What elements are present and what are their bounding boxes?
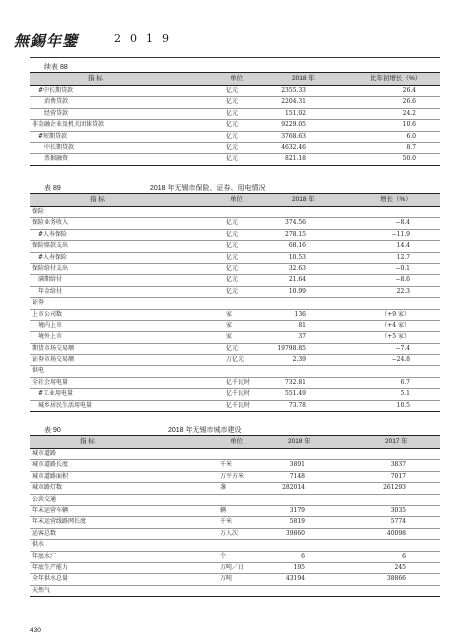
cell-indicator: 天然气 (32, 586, 51, 594)
table-88-body (30, 86, 440, 166)
cell-change: 245 (394, 563, 406, 571)
cell-unit: 亿千瓦时 (226, 378, 251, 386)
table-row (30, 586, 440, 597)
cell-indicator: 中长期贷款 (44, 143, 75, 151)
table-row (30, 378, 440, 389)
cell-unit: 万亿元 (226, 356, 245, 364)
cell-value: 3891 (289, 461, 305, 469)
col-header-indicator: 指 标 (88, 75, 103, 82)
cell-value: 2355.33 (281, 87, 306, 94)
cell-change: 3837 (390, 461, 406, 469)
cell-indicator: 保险给付支出 (32, 264, 69, 272)
cell-unit: 亿元 (226, 276, 239, 284)
cell-change: （+9 家） (381, 310, 410, 318)
table-row (30, 241, 440, 252)
col-header-unit: 单位 (230, 75, 243, 82)
cell-unit: 亿元 (226, 98, 239, 106)
table-row (30, 552, 440, 563)
cell-value: 2204.31 (281, 98, 306, 106)
table-row (30, 389, 440, 400)
table-88 (30, 72, 440, 166)
col-header-year: 2018 年 (292, 75, 315, 82)
cell-indicator: 上市公司数 (32, 310, 63, 318)
table-row (30, 132, 440, 143)
cell-value: 3768.63 (281, 132, 306, 140)
cell-change: 38866 (386, 575, 406, 583)
cell-change: 6.0 (406, 132, 416, 140)
cell-indicator: 供电 (32, 367, 45, 375)
cell-change: 5774 (390, 518, 406, 526)
col-header-unit: 单位 (230, 438, 243, 445)
col-header-indicator: 指 标 (80, 438, 95, 445)
cell-indicator: 证券 (32, 299, 45, 307)
cell-indicator: 年底水厂 (32, 552, 57, 560)
table-row (30, 253, 440, 264)
table-row (30, 574, 440, 585)
table-row (30, 97, 440, 108)
cell-unit: 万吨／日 (220, 563, 245, 571)
cell-unit: 亿千瓦时 (226, 390, 251, 398)
cell-change: 261293 (383, 484, 406, 492)
cell-indicator: 城市道路 (32, 450, 57, 457)
page-header (14, 30, 394, 50)
cell-value: 9229.05 (281, 121, 306, 129)
table-row (30, 472, 440, 483)
cell-indicator: 保险赔款支出 (32, 242, 69, 250)
cell-indicator: 年金给付 (38, 287, 63, 295)
cell-indicator: 票据融资 (44, 155, 69, 163)
cell-unit: 亿元 (226, 219, 239, 227)
cell-indicator: 境外上市 (38, 333, 63, 341)
cell-indicator: 全社会用电量 (32, 378, 69, 386)
table-row (30, 355, 440, 366)
cell-indicator: 境内上市 (38, 321, 63, 329)
cell-change: 6 (402, 552, 406, 560)
cell-unit: 亿元 (226, 344, 239, 352)
cell-value: 68.16 (288, 242, 306, 250)
cell-unit: 亿元 (226, 109, 239, 117)
cell-value: 732.81 (285, 378, 306, 386)
cell-value: 32.63 (288, 264, 306, 272)
page-number: 430 (30, 627, 41, 634)
cell-unit: 亿元 (226, 143, 239, 151)
cell-value: 10.99 (288, 287, 306, 295)
col-header-growth: 比年初增长（%） (370, 75, 422, 82)
cell-unit: 辆 (220, 506, 227, 514)
cell-indicator: 城市路灯数 (32, 484, 63, 492)
table-88-label: 续表 88 (44, 64, 68, 71)
cell-unit: 家 (226, 310, 233, 318)
cell-unit: 亿元 (226, 287, 239, 295)
table-89-caption: 2018 年无锡市保险、证券、用电情况 (150, 185, 266, 192)
cell-indicator: 运客总数 (32, 529, 57, 537)
cell-value: 151.02 (285, 109, 306, 117)
cell-indicator: 消费贷款 (44, 98, 69, 106)
cell-indicator: 经营贷款 (44, 109, 69, 117)
cell-indicator: 年底生产能力 (32, 563, 69, 571)
col-header-unit: 单位 (230, 196, 243, 203)
cell-unit: 亿元 (226, 253, 239, 261)
cell-indicator: 供水 (32, 541, 45, 549)
col-header-2017: 2017 年 (385, 438, 408, 445)
cell-indicator: 满期给付 (38, 276, 63, 284)
table-row (30, 529, 440, 540)
cell-value: 39860 (285, 529, 305, 537)
table-row (30, 483, 440, 494)
table-row (30, 310, 440, 321)
cell-unit: 千米 (220, 518, 233, 526)
cell-value: 4632.46 (281, 143, 306, 151)
table-89 (30, 193, 440, 412)
cell-unit: 万吨 (220, 575, 233, 583)
table-90-header (30, 435, 440, 449)
cell-value: 7148 (289, 472, 305, 480)
cell-indicator: 年末运营线路网长度 (32, 518, 87, 526)
cell-change: 3035 (390, 506, 406, 514)
cell-indicator: 保险 (32, 208, 45, 215)
cell-value: 10.53 (288, 253, 306, 261)
table-row (30, 540, 440, 551)
cell-unit: 亿元 (226, 155, 239, 163)
cell-change: 6.7 (400, 378, 410, 386)
cell-indicator: #中长期贷款 (38, 87, 74, 94)
cell-change: 50.0 (402, 155, 416, 163)
cell-unit: 盏 (220, 484, 227, 492)
cell-value: 43194 (285, 575, 305, 583)
cell-value: 195 (293, 563, 305, 571)
cell-indicator: 公共交通 (32, 495, 57, 503)
cell-indicator: 年末运营车辆 (32, 506, 69, 514)
cell-value: 2.39 (292, 356, 306, 364)
table-90-body (30, 449, 440, 597)
cell-value: 3179 (289, 506, 305, 514)
table-row (30, 460, 440, 471)
yearbook-year: 2019 (114, 32, 178, 45)
cell-value: 374.56 (285, 219, 306, 227)
cell-change: −11.9 (391, 230, 410, 238)
table-88-header (30, 72, 440, 86)
cell-unit: 亿元 (226, 264, 239, 272)
table-89-header (30, 193, 440, 207)
cell-change: 26.4 (402, 87, 416, 94)
cell-value: 551.49 (285, 390, 306, 398)
table-row (30, 120, 440, 131)
cell-indicator: 城市道路面积 (32, 472, 69, 480)
cell-value: 37 (298, 333, 306, 341)
table-row (30, 109, 440, 120)
table-row (30, 154, 440, 165)
cell-indicator: #短期贷款 (38, 132, 68, 140)
cell-value: 81 (298, 321, 306, 329)
cell-value: 5819 (289, 518, 305, 526)
table-row (30, 517, 440, 528)
cell-unit: 亿元 (226, 230, 239, 238)
cell-change: −24.8 (391, 356, 410, 364)
table-row (30, 207, 440, 218)
cell-indicator: 全年供水总量 (32, 575, 69, 583)
cell-unit: 万平方米 (220, 472, 245, 480)
cell-unit: 亿元 (226, 121, 239, 129)
table-row (30, 321, 440, 332)
cell-value: 136 (294, 310, 306, 318)
table-row (30, 86, 440, 97)
cell-change: 7017 (390, 472, 406, 480)
cell-indicator: 城乡居民生活用电量 (38, 401, 93, 409)
table-row (30, 218, 440, 229)
cell-change: （+4 家） (381, 321, 410, 329)
table-row (30, 332, 440, 343)
cell-unit: 亿元 (226, 87, 239, 94)
table-row (30, 230, 440, 241)
cell-change: −8.4 (395, 219, 410, 227)
cell-indicator: #人寿保险 (38, 253, 68, 261)
cell-unit: 亿千瓦时 (226, 401, 251, 409)
cell-unit: 家 (226, 333, 233, 341)
table-row (30, 287, 440, 298)
cell-change: 8.7 (406, 143, 416, 151)
header-rule (30, 57, 440, 58)
table-row (30, 449, 440, 460)
cell-change: 5.1 (400, 390, 410, 398)
table-89-body (30, 207, 440, 412)
table-row (30, 275, 440, 286)
table-row (30, 264, 440, 275)
cell-value: 282014 (282, 484, 305, 492)
table-row (30, 506, 440, 517)
cell-change: 26.6 (402, 98, 416, 106)
cell-unit: 亿元 (226, 242, 239, 250)
cell-change: −8.6 (395, 276, 410, 284)
cell-change: −0.1 (395, 264, 410, 272)
cell-change: 14.4 (396, 242, 410, 250)
cell-value: 73.78 (288, 401, 306, 409)
table-row (30, 563, 440, 574)
cell-unit: 个 (220, 552, 227, 560)
col-header-indicator: 指 标 (90, 196, 105, 203)
table-row (30, 401, 440, 412)
table-row (30, 366, 440, 377)
col-header-year: 2018 年 (292, 196, 315, 203)
cell-value: 21.64 (288, 276, 306, 284)
cell-indicator: 保险业务收入 (32, 219, 69, 227)
yearbook-title: 無錫年鑒 (14, 32, 79, 50)
cell-value: 278.15 (285, 230, 306, 238)
cell-change: 40098 (386, 529, 406, 537)
cell-value: 6 (301, 552, 305, 560)
cell-indicator: 非金融企业及机关团体贷款 (32, 121, 105, 129)
cell-change: 24.2 (402, 109, 416, 117)
table-90-label: 表 90 (44, 427, 61, 434)
table-row (30, 344, 440, 355)
cell-unit: 家 (226, 321, 233, 329)
table-row (30, 143, 440, 154)
table-row (30, 298, 440, 309)
cell-indicator: #工业用电量 (38, 390, 74, 398)
cell-change: 10.6 (402, 121, 416, 129)
cell-change: −7.4 (395, 344, 410, 352)
cell-value: 821.18 (285, 155, 306, 163)
cell-indicator: #人寿保险 (38, 230, 68, 238)
cell-change: 10.5 (396, 401, 410, 409)
col-header-2018: 2018 年 (288, 438, 311, 445)
cell-indicator: 期货市场交易额 (32, 344, 75, 352)
cell-indicator: 城市道路长度 (32, 461, 69, 469)
cell-indicator: 证券市场交易额 (32, 356, 75, 364)
col-header-growth: 增长（%） (380, 196, 412, 203)
table-89-label: 表 89 (44, 185, 61, 192)
table-90 (30, 435, 440, 597)
cell-change: 12.7 (396, 253, 410, 261)
cell-unit: 千米 (220, 461, 233, 469)
cell-change: 22.3 (396, 287, 410, 295)
cell-unit: 万人次 (220, 529, 239, 537)
table-row (30, 495, 440, 506)
table-90-caption: 2018 年无锡市城市建设 (168, 427, 242, 434)
cell-value: 19798.85 (277, 344, 306, 352)
cell-change: （+5 家） (381, 333, 410, 341)
cell-unit: 亿元 (226, 132, 239, 140)
